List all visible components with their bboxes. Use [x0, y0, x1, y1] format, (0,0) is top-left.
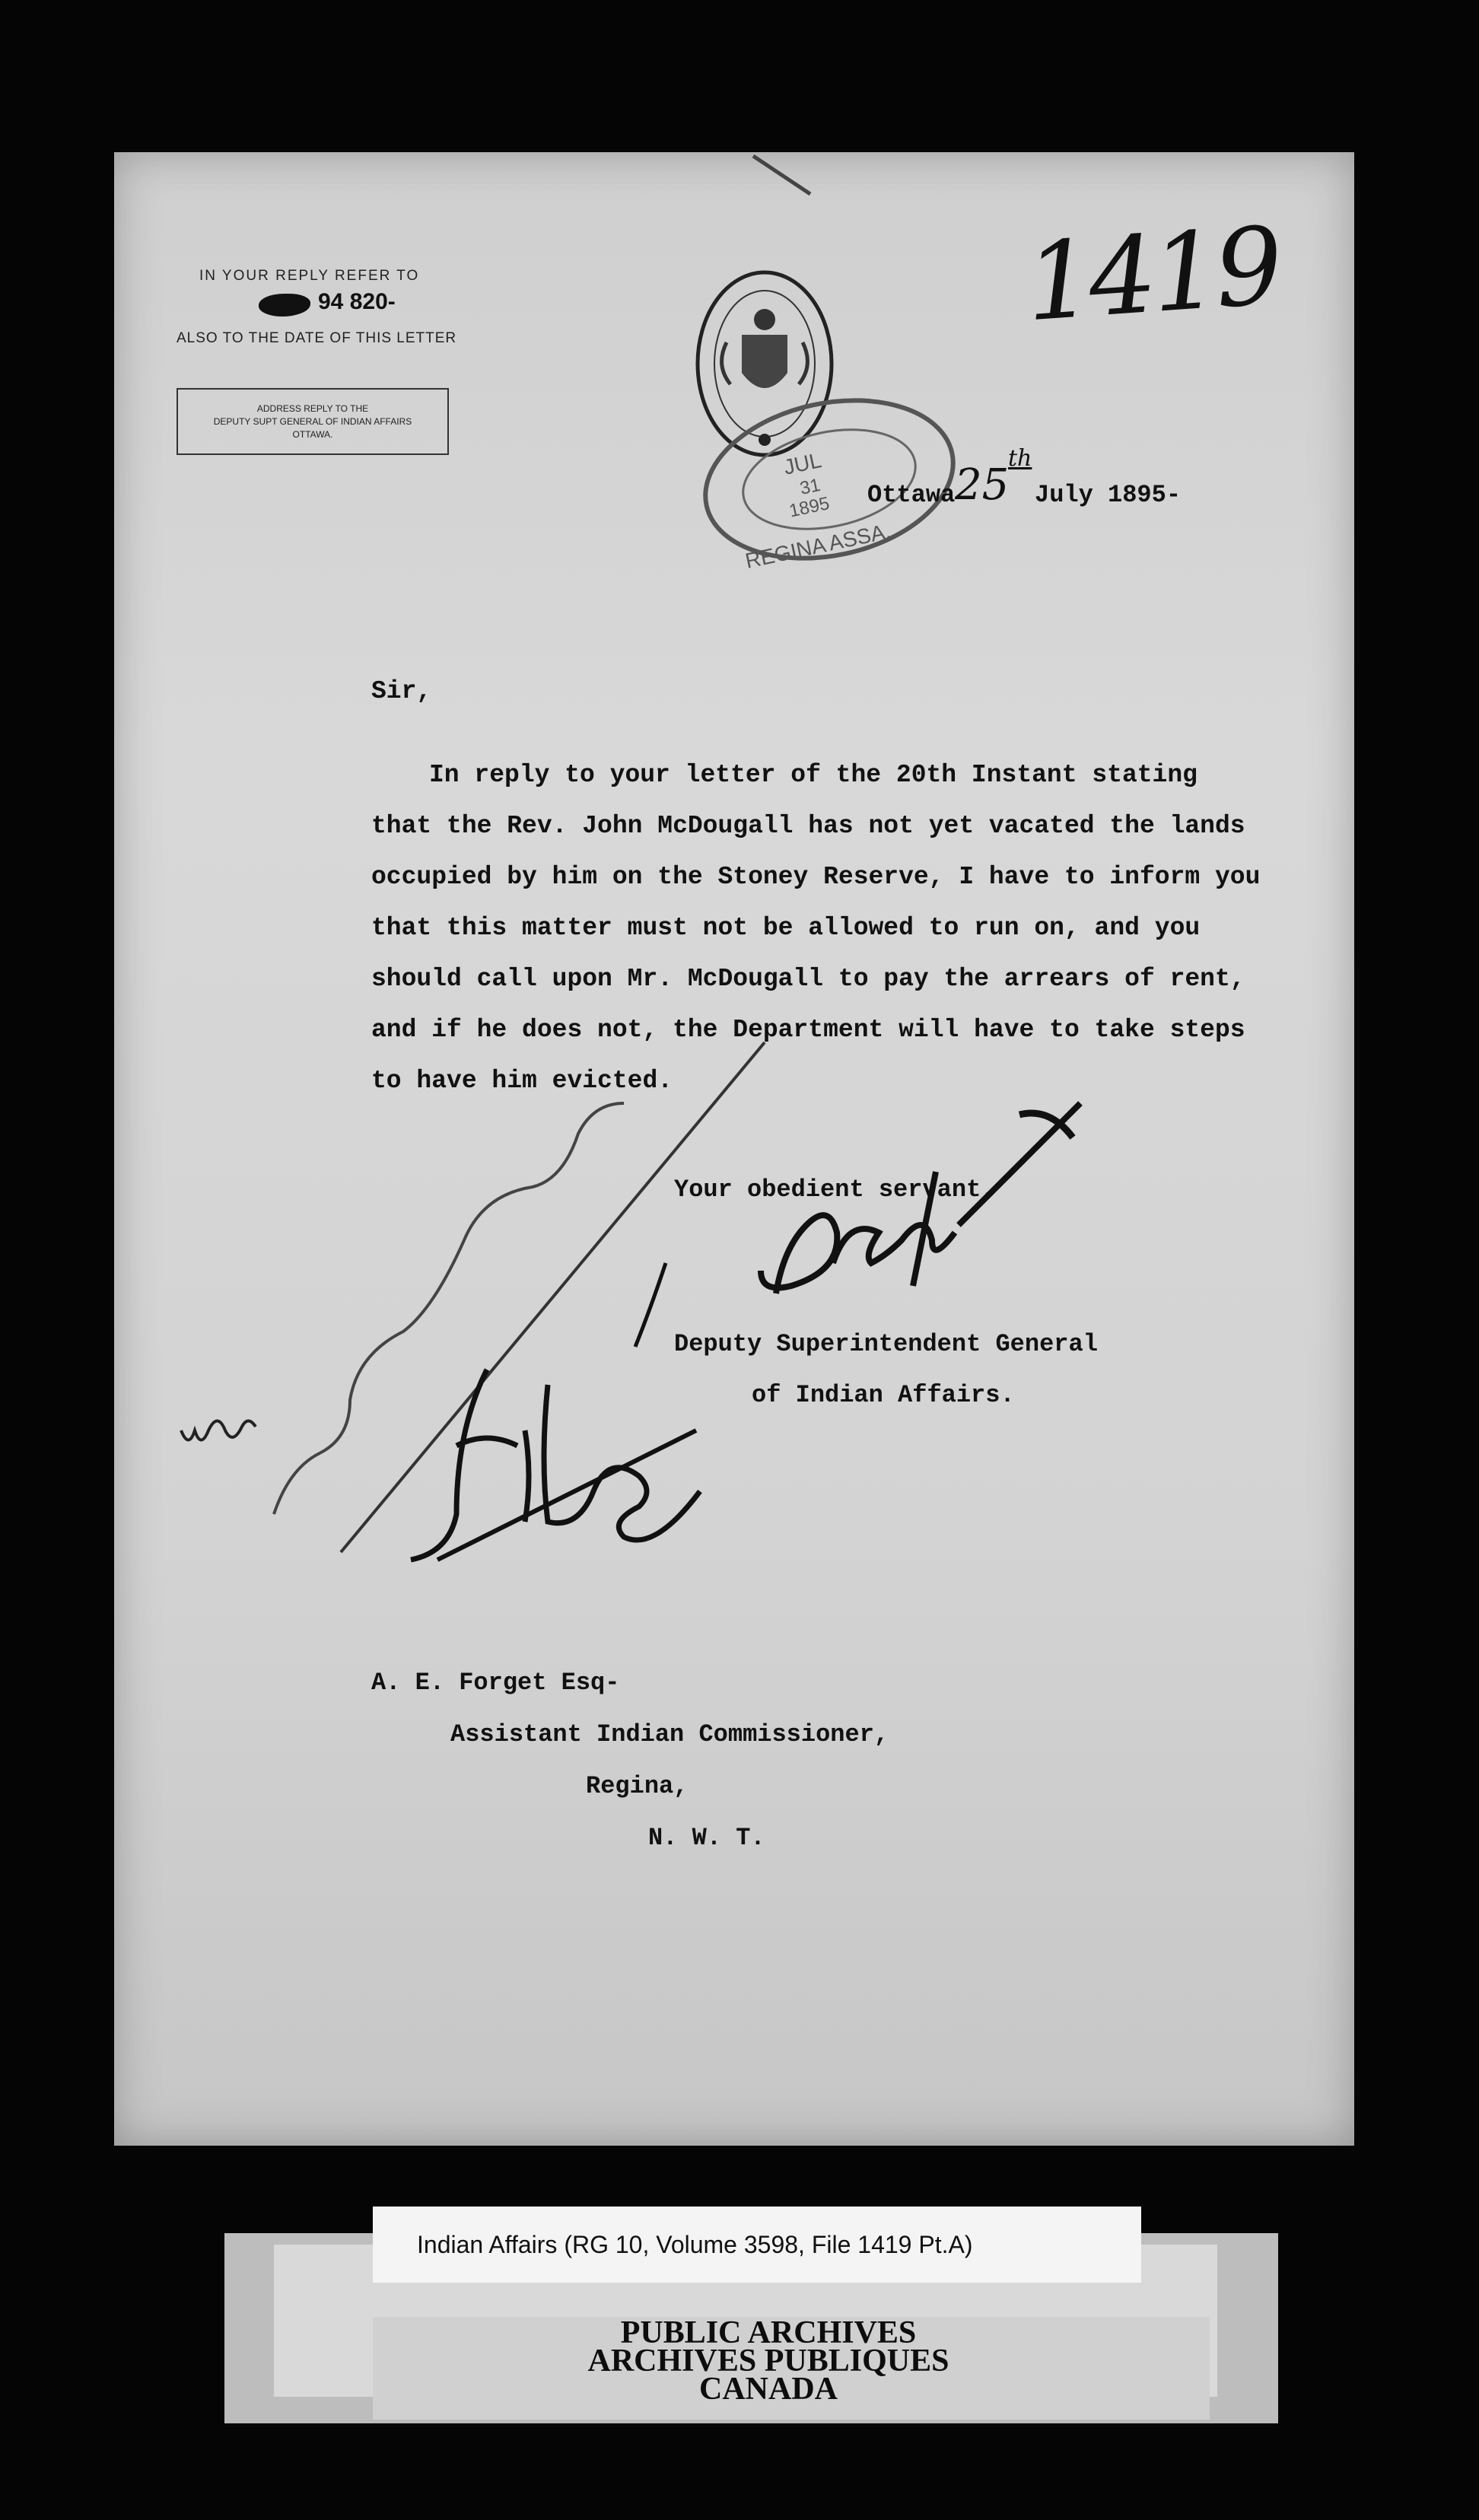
body-line: and if he does not, the Department will have to take steps — [371, 1016, 1245, 1044]
reference-number: 94 820- — [318, 289, 396, 314]
svg-text:REGINA ASSA.: REGINA ASSA. — [743, 519, 893, 573]
date-month-year: July 1895- — [1035, 481, 1182, 509]
address-line: DEPUTY SUPT GENERAL OF INDIAN AFFAIRS — [213, 415, 412, 427]
signatory-title: Deputy Superintendent General — [674, 1330, 1098, 1358]
closing: Your obedient servant, — [674, 1176, 996, 1204]
recipient-territory: N. W. T. — [648, 1824, 765, 1852]
body-line: that the Rev. John McDougall has not yet vacated the lands — [371, 812, 1245, 840]
recipient-name: A. E. Forget Esq- — [371, 1669, 620, 1697]
address-line: OTTAWA. — [292, 428, 333, 440]
handwritten-file-number: 1419 — [1021, 204, 1283, 346]
svg-text:JUL: JUL — [781, 448, 824, 479]
date-place: Ottawa — [867, 481, 956, 509]
archive-stamp-line: PUBLIC ARCHIVES — [620, 2315, 917, 2350]
address-line: ADDRESS REPLY TO THE — [256, 402, 369, 414]
archive-stamp-text — [456, 2315, 1080, 2407]
svg-text:31: 31 — [798, 474, 822, 499]
date-day-suffix: th — [1008, 445, 1032, 472]
margin-scrawl — [274, 1103, 624, 1514]
body-line: that this matter must not be allowed to run on, and you — [371, 914, 1201, 942]
salutation: Sir, — [371, 677, 432, 705]
archive-stamp-line: CANADA — [699, 2372, 838, 2407]
reply-reference-label: IN YOUR REPLY REFER TO — [199, 268, 420, 284]
archive-stamp-line: ARCHIVES PUBLIQUES — [587, 2343, 949, 2378]
date-reference-label: ALSO TO THE DATE OF THIS LETTER — [177, 330, 457, 346]
department-seal-icon — [698, 272, 832, 455]
body-line: to have him evicted. — [371, 1067, 673, 1095]
date-day-handwritten: 25 — [955, 460, 1010, 510]
signatory-department: of Indian Affairs. — [752, 1381, 1015, 1409]
body-line: occupied by him on the Stoney Reserve, I have to inform you — [371, 863, 1261, 891]
archive-reference-label: Indian Affairs (RG 10, Volume 3598, File 1419 Pt.A) — [373, 2207, 1141, 2283]
body-line: In reply to your letter of the 20th Instant stating — [429, 761, 1198, 789]
svg-text:1895: 1895 — [787, 493, 832, 522]
recipient-title: Assistant Indian Commissioner, — [450, 1720, 889, 1748]
letter-body — [371, 749, 1284, 1106]
body-line: should call upon Mr. McDougall to pay the arrears of rent, — [371, 965, 1245, 993]
recipient-city: Regina, — [586, 1772, 689, 1800]
